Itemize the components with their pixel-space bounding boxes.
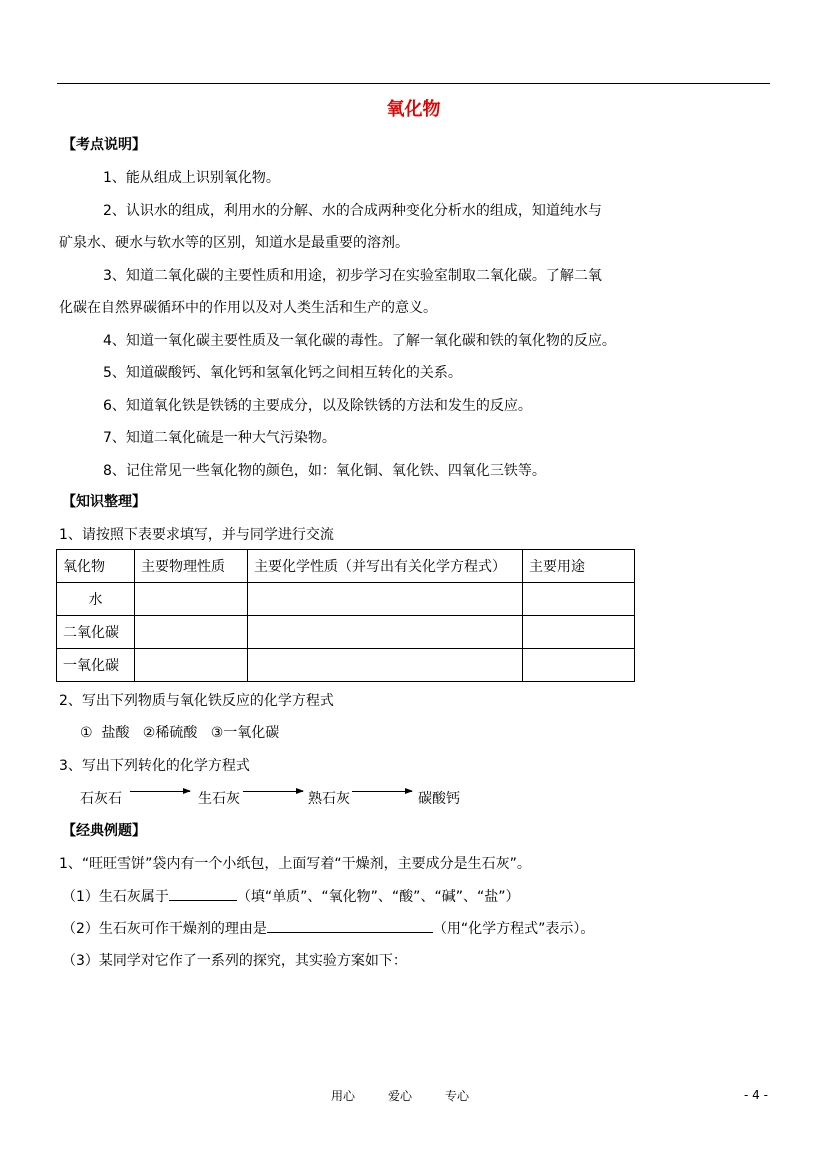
- answer-blank[interactable]: [267, 918, 433, 933]
- table-cell-blank[interactable]: [135, 583, 248, 616]
- kaodian-item-5: 5、知道碳酸钙、氧化钙和氢氧化钙之间相互转化的关系。: [103, 365, 462, 381]
- kaodian-item-3-cont: 化碳在自然界碳循环中的作用以及对人类生活和生产的意义。: [59, 300, 437, 316]
- footer-word-3: 专心: [445, 1089, 470, 1103]
- example-part-3: （3）某同学对它作了一系列的探究，其实验方案如下：: [62, 953, 407, 969]
- table-row-label: 水: [57, 583, 135, 616]
- table-row: [57, 616, 635, 649]
- kaodian-item-6: 6、知道氧化铁是铁锈的主要成分，以及除铁锈的方法和发生的反应。: [103, 398, 532, 414]
- table-row-label: 二氧化碳: [57, 616, 135, 649]
- example-part-1-tail: （填“单质”、“氧化物”、“酸”、“碱”、“盐”）: [236, 889, 520, 905]
- kaodian-item-8: 8、记住常见一些氧化物的颜色，如：氧化铜、氧化铁、四氧化三铁等。: [103, 463, 546, 479]
- example-part-2: [62, 918, 594, 938]
- example-intro: 1、“旺旺雪饼”袋内有一个小纸包，上面写着“干燥剂，主要成分是生石灰”。: [59, 856, 531, 872]
- example-part-1-lead: （1）生石灰属于: [62, 889, 169, 905]
- page-title: 氧化物: [386, 99, 441, 120]
- table-header-cell: 主要用途: [523, 550, 635, 583]
- section-heading-jingdian: 【经典例题】: [62, 823, 146, 839]
- page-number: - 4 -: [744, 1088, 768, 1102]
- kaodian-item-7: 7、知道二氧化硫是一种大气污染物。: [103, 430, 336, 446]
- right-arrow-icon: [352, 791, 412, 792]
- table-header-cell: 氧化物: [57, 550, 135, 583]
- kaodian-item-1: 1、能从组成上识别氧化物。: [103, 170, 280, 186]
- zhishi-question-3: 3、写出下列转化的化学方程式: [59, 758, 250, 774]
- kaodian-item-3: 3、知道二氧化碳的主要性质和用途，初步学习在实验室制取二氧化碳。了解二氧: [103, 268, 602, 284]
- example-part-2-tail: （用“化学方程式”表示）。: [432, 921, 595, 937]
- table-cell-blank[interactable]: [523, 616, 635, 649]
- kaodian-item-2-cont: 矿泉水、硬水与软水等的区别，知道水是最重要的溶剂。: [59, 235, 409, 251]
- answer-blank[interactable]: [169, 886, 237, 901]
- table-row: [57, 583, 635, 616]
- header-rule: [57, 83, 770, 84]
- section-heading-zhishi: 【知识整理】: [62, 494, 146, 510]
- table-cell-blank[interactable]: [135, 649, 248, 682]
- table-header-cell: 主要化学性质（并写出有关化学方程式）: [248, 550, 523, 583]
- chain-item-limestone: 石灰石: [80, 791, 122, 807]
- example-part-1: [62, 886, 519, 906]
- chain-item-quicklime: 生石灰: [198, 791, 240, 807]
- table-header-row: [57, 550, 635, 583]
- section-heading-kaodian: 【考点说明】: [62, 137, 146, 153]
- footer-word-2: 爱心: [388, 1089, 413, 1103]
- table-row: [57, 649, 635, 682]
- example-part-2-lead: （2）生石灰可作干燥剂的理由是: [62, 921, 267, 937]
- table-header-cell: 主要物理性质: [135, 550, 248, 583]
- kaodian-item-2: 2、认识水的组成，利用水的分解、水的合成两种变化分析水的组成，知道纯水与: [103, 203, 602, 219]
- right-arrow-icon: [243, 791, 303, 792]
- table-cell-blank[interactable]: [523, 583, 635, 616]
- table-cell-blank[interactable]: [248, 649, 523, 682]
- table-cell-blank[interactable]: [523, 649, 635, 682]
- oxide-properties-table: [56, 549, 635, 682]
- right-arrow-icon: [130, 791, 190, 792]
- table-cell-blank[interactable]: [135, 616, 248, 649]
- zhishi-question-2-items: ① 盐酸 ②稀硫酸 ③一氧化碳: [80, 725, 280, 741]
- zhishi-question-2: 2、写出下列物质与氧化铁反应的化学方程式: [59, 693, 334, 709]
- table-cell-blank[interactable]: [248, 616, 523, 649]
- table-cell-blank[interactable]: [248, 583, 523, 616]
- footer-word-1: 用心: [331, 1089, 356, 1103]
- zhishi-question-1: 1、请按照下表要求填写，并与同学进行交流: [59, 527, 334, 543]
- chain-item-slaked-lime: 熟石灰: [308, 791, 350, 807]
- chain-item-calcium-carbonate: 碳酸钙: [418, 791, 460, 807]
- kaodian-item-4: 4、知道一氧化碳主要性质及一氧化碳的毒性。了解一氧化碳和铁的氧化物的反应。: [103, 333, 616, 349]
- table-row-label: 一氧化碳: [57, 649, 135, 682]
